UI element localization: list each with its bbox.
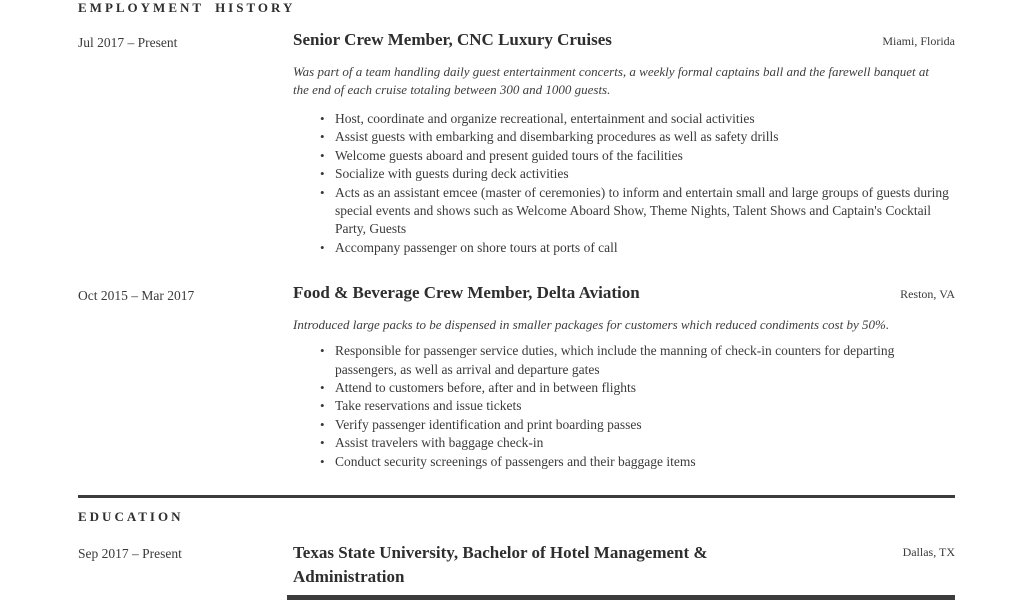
list-item [293,342,955,379]
bullet-icon: • [320,184,325,200]
list-item [293,239,955,257]
list-item [293,110,955,128]
employment-entry-2-location: Reston, VA [900,287,955,302]
bullet-icon: • [320,416,325,432]
bullet-icon: • [320,166,325,182]
bullet-text: Attend to customers before, after and in between flights [335,380,637,396]
bullet-icon: • [320,239,325,255]
list-item [293,397,955,415]
employment-entry-2-bullets [293,342,955,471]
bullet-text: Socialize with guests during deck activities [335,166,569,182]
bullet-icon: • [320,435,325,451]
education-section-title: EDUCATION [78,509,184,525]
list-item [293,128,955,146]
list-item [293,379,955,397]
list-item [293,165,955,183]
bullet-text: Verify passenger identification and print boarding passes [335,416,642,432]
employment-entry-2 [78,283,955,471]
education-entry-1-head [293,541,955,589]
employment-entry-2-dates: Oct 2015 – Mar 2017 [78,288,195,304]
employment-entry-1 [78,30,955,257]
bottom-section-rule [287,595,955,600]
employment-entry-2-head [293,283,955,303]
bullet-icon: • [320,398,325,414]
bullet-text: Welcome guests aboard and present guided tours of the facilities [335,147,683,163]
bullet-text: Responsible for passenger service duties, which include the manning of check-in counters for departing passengers, as well as arrival and departure gates [335,343,895,377]
employment-entry-1-bullets [293,110,955,257]
bullet-text: Take reservations and issue tickets [335,398,522,414]
list-item [293,453,955,471]
bullet-icon: • [320,111,325,126]
employment-entry-1-main [293,30,955,257]
employment-entry-1-location: Miami, Florida [882,34,955,48]
education-entry-1-title: Texas State University, Bachelor of Hotel Management & Administration [293,543,708,587]
employment-entry-1-head [293,30,955,50]
employment-entry-2-main [293,283,955,471]
bullet-icon: • [320,453,325,469]
list-item [293,147,955,165]
list-item [293,416,955,434]
bullet-text: Host, coordinate and organize recreational, entertainment and social activities [335,111,755,126]
education-entry-1-location: Dallas, TX [902,545,955,560]
education-entry-1-main [293,541,955,589]
employment-entry-2-summary: Introduced large packs to be dispensed in smaller packages for customers which reduced condiments cost by 50%. [293,317,890,333]
bullet-icon: • [320,380,325,396]
bullet-text: Assist guests with embarking and disembarking procedures as well as safety drills [335,129,779,145]
bullet-text: Conduct security screenings of passengers and their baggage items [335,453,696,469]
bullet-icon: • [320,147,325,163]
employment-entry-2-title: Food & Beverage Crew Member, Delta Aviation [293,283,640,303]
list-item [293,184,955,239]
bullet-icon: • [320,343,325,359]
bullet-text: Acts as an assistant emcee (master of ceremonies) to inform and entertain small and large groups of guests during special events and shows such as Welcome Aboard Show, Theme Nights, Talent Shows and Captain's Cocktail Party, Guests [335,184,949,237]
bullet-text: Assist travelers with baggage check-in [335,435,544,451]
education-entry-1-dates: Sep 2017 – Present [78,546,182,562]
list-item [293,434,955,452]
employment-entry-1-title: Senior Crew Member, CNC Luxury Cruises [293,30,612,49]
education-entry-1 [78,541,955,589]
bullet-text: Accompany passenger on shore tours at ports of call [335,239,618,255]
employment-section-title: EMPLOYMENT HISTORY [78,0,296,15]
bullet-icon: • [320,129,325,145]
section-divider-rule [78,495,955,498]
employment-entry-1-summary: Was part of a team handling daily guest entertainment concerts, a weekly formal captains ball and the farewell banquet at the end of each cruise totaling between 300 and 1000 guests. [293,64,929,97]
employment-entry-1-dates: Jul 2017 – Present [78,35,178,50]
